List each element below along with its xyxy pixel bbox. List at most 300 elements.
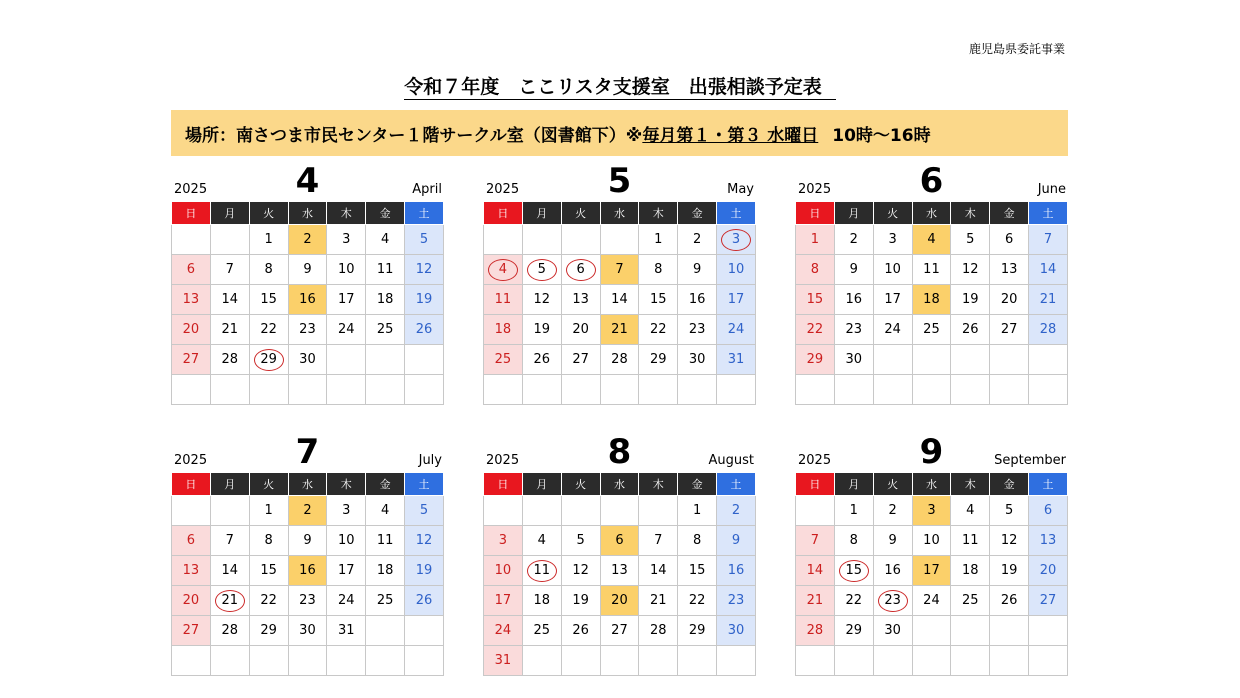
calendar-week-row — [484, 255, 756, 285]
calendar-week-row — [796, 586, 1068, 616]
calendar-day: 14 — [796, 556, 835, 586]
calendar-day: 2 — [834, 225, 873, 255]
calendar-week-row — [172, 225, 444, 255]
calendar-day: 15 — [249, 285, 288, 315]
calendar-day: 16 — [873, 556, 912, 586]
calendar-day: 7 — [210, 526, 249, 556]
calendar-day: 6 — [990, 225, 1029, 255]
calendar-day: 16 — [834, 285, 873, 315]
calendar-day: 9 — [288, 526, 327, 556]
calendar-week-row — [796, 375, 1068, 405]
calendar-day: 27 — [561, 345, 600, 375]
holiday-circle: 23 — [878, 590, 908, 612]
weekday-header: 木 — [951, 202, 990, 225]
calendar-day: 29 — [678, 616, 717, 646]
calendar-day: 28 — [210, 616, 249, 646]
calendar-day — [249, 345, 288, 375]
calendar-empty-cell — [834, 646, 873, 676]
calendar-day: 21 — [796, 586, 835, 616]
calendar-empty-cell — [1029, 616, 1068, 646]
calendar-day: 3 — [327, 225, 366, 255]
calendar-empty-cell — [172, 646, 211, 676]
weekday-header: 金 — [990, 473, 1029, 496]
calendar-day: 12 — [405, 255, 444, 285]
calendar-day: 13 — [561, 285, 600, 315]
calendar-empty-cell — [522, 646, 561, 676]
calendar-day: 19 — [561, 586, 600, 616]
calendar-day: 12 — [561, 556, 600, 586]
calendar-day: 13 — [990, 255, 1029, 285]
calendar-year: 2025 — [174, 453, 208, 468]
calendar-day: 25 — [366, 586, 405, 616]
calendar-day: 14 — [1029, 255, 1068, 285]
calendar-empty-cell — [717, 646, 756, 676]
calendar-month-8 — [483, 432, 756, 676]
weekday-header: 日 — [172, 473, 211, 496]
calendar-day: 4 — [522, 526, 561, 556]
weekday-header: 土 — [717, 202, 756, 225]
calendar-empty-cell — [405, 345, 444, 375]
weekday-header: 土 — [717, 473, 756, 496]
calendar-day: 9 — [288, 255, 327, 285]
calendar-day: 4 — [366, 496, 405, 526]
calendar-day: 18 — [366, 556, 405, 586]
calendar-empty-cell — [600, 375, 639, 405]
weekday-header: 水 — [600, 473, 639, 496]
calendar-empty-cell — [210, 375, 249, 405]
calendar-week-row — [172, 526, 444, 556]
calendar-day: 14 — [600, 285, 639, 315]
calendar-day: 7 — [639, 526, 678, 556]
weekday-header: 金 — [678, 473, 717, 496]
calendar-day: 12 — [951, 255, 990, 285]
page-title — [0, 72, 1240, 99]
calendar-day: 12 — [990, 526, 1029, 556]
calendar-week-row — [796, 526, 1068, 556]
calendar-week-row — [484, 616, 756, 646]
calendar-day: 25 — [522, 616, 561, 646]
calendar-day: 3 — [912, 496, 951, 526]
calendar-day: 5 — [951, 225, 990, 255]
calendar-day: 22 — [796, 315, 835, 345]
calendar-day: 21 — [600, 315, 639, 345]
calendar-empty-cell — [796, 375, 835, 405]
calendar-day: 15 — [678, 556, 717, 586]
calendar-empty-cell — [678, 646, 717, 676]
holiday-circle: 4 — [488, 259, 518, 281]
calendar-empty-cell — [990, 646, 1029, 676]
calendar-day: 18 — [912, 285, 951, 315]
weekday-header: 土 — [1029, 202, 1068, 225]
calendar-day: 23 — [834, 315, 873, 345]
calendar-day: 10 — [912, 526, 951, 556]
weekday-header: 月 — [834, 202, 873, 225]
weekday-header: 水 — [912, 473, 951, 496]
calendar-day: 25 — [912, 315, 951, 345]
calendar-day: 31 — [327, 616, 366, 646]
calendar-day: 6 — [172, 255, 211, 285]
calendar-empty-cell — [405, 375, 444, 405]
calendar-empty-cell — [172, 375, 211, 405]
calendar-day: 8 — [678, 526, 717, 556]
calendar-month-4 — [171, 161, 444, 405]
weekday-header: 水 — [288, 202, 327, 225]
calendar-day: 30 — [834, 345, 873, 375]
calendar-day: 5 — [561, 526, 600, 556]
calendar-day: 28 — [639, 616, 678, 646]
holiday-circle: 6 — [566, 259, 596, 281]
calendar-empty-cell — [249, 375, 288, 405]
calendar-empty-cell — [796, 496, 835, 526]
calendar-day: 15 — [796, 285, 835, 315]
holiday-circle: 5 — [527, 259, 557, 281]
calendar-day: 22 — [834, 586, 873, 616]
calendar-month-9 — [795, 432, 1068, 676]
calendar-day: 9 — [717, 526, 756, 556]
calendar-empty-cell — [912, 616, 951, 646]
holiday-circle: 29 — [254, 349, 284, 371]
calendar-empty-cell — [561, 225, 600, 255]
calendar-day: 2 — [288, 225, 327, 255]
weekday-header: 日 — [484, 202, 523, 225]
calendar-day: 16 — [288, 556, 327, 586]
calendar-day: 11 — [366, 526, 405, 556]
calendar-month-number: 9 — [919, 432, 944, 472]
weekday-header: 金 — [366, 202, 405, 225]
calendar-day: 1 — [639, 225, 678, 255]
calendar-empty-cell — [600, 646, 639, 676]
weekday-header: 火 — [561, 202, 600, 225]
calendar-week-row — [172, 255, 444, 285]
calendar-empty-cell — [717, 375, 756, 405]
calendar-empty-cell — [366, 646, 405, 676]
calendar-week-row — [484, 526, 756, 556]
calendar-week-row — [484, 646, 756, 676]
calendar-day: 6 — [1029, 496, 1068, 526]
calendar-day: 18 — [522, 586, 561, 616]
calendar-day: 26 — [951, 315, 990, 345]
calendar-day: 11 — [366, 255, 405, 285]
weekday-header: 火 — [561, 473, 600, 496]
calendar-day: 17 — [327, 556, 366, 586]
calendar-empty-cell — [990, 616, 1029, 646]
calendar-empty-cell — [796, 646, 835, 676]
calendar-year: 2025 — [486, 182, 520, 197]
calendar-day: 31 — [717, 345, 756, 375]
calendar-day: 24 — [717, 315, 756, 345]
calendar-week-row — [796, 556, 1068, 586]
calendar-empty-cell — [873, 375, 912, 405]
calendar-day: 31 — [484, 646, 523, 676]
calendar-day: 20 — [1029, 556, 1068, 586]
calendar-empty-cell — [327, 646, 366, 676]
calendar-empty-cell — [522, 496, 561, 526]
calendar-day: 2 — [717, 496, 756, 526]
calendar-week-row — [796, 255, 1068, 285]
calendar-week-row — [484, 556, 756, 586]
calendar-empty-cell — [990, 345, 1029, 375]
weekday-header: 日 — [796, 473, 835, 496]
calendar-day: 29 — [796, 345, 835, 375]
weekday-header: 木 — [327, 473, 366, 496]
calendar-day: 4 — [912, 225, 951, 255]
calendar-day: 14 — [210, 556, 249, 586]
calendar-day: 28 — [600, 345, 639, 375]
calendar-day: 9 — [834, 255, 873, 285]
calendar-week-row — [172, 315, 444, 345]
calendar-year: 2025 — [174, 182, 208, 197]
calendar-day: 21 — [1029, 285, 1068, 315]
calendar-day: 10 — [873, 255, 912, 285]
calendar-day: 7 — [796, 526, 835, 556]
calendar-day: 1 — [796, 225, 835, 255]
calendar-empty-cell — [561, 496, 600, 526]
calendar-month-6 — [795, 161, 1068, 405]
calendar-week-row — [172, 586, 444, 616]
calendar-day: 10 — [327, 526, 366, 556]
calendar-month-number: 5 — [607, 161, 632, 201]
calendar-empty-cell — [1029, 345, 1068, 375]
calendar-empty-cell — [678, 375, 717, 405]
schedule-text: 毎月第１・第３ 水曜日 — [642, 125, 819, 146]
calendar-day: 16 — [678, 285, 717, 315]
calendar-day: 4 — [366, 225, 405, 255]
calendar-month-english: September — [994, 453, 1066, 468]
calendar-grid — [795, 472, 1068, 676]
calendar-day: 3 — [873, 225, 912, 255]
calendar-day: 22 — [678, 586, 717, 616]
calendar-day — [522, 255, 561, 285]
weekday-header: 土 — [405, 202, 444, 225]
weekday-header: 火 — [249, 202, 288, 225]
calendar-day — [873, 586, 912, 616]
calendar-day: 29 — [249, 616, 288, 646]
calendar-day: 13 — [172, 285, 211, 315]
calendar-month-number: 8 — [607, 432, 632, 472]
calendar-day — [210, 586, 249, 616]
calendar-day: 30 — [288, 345, 327, 375]
calendar-grid — [483, 472, 756, 676]
calendar-day: 7 — [1029, 225, 1068, 255]
calendar-year: 2025 — [798, 453, 832, 468]
calendar-empty-cell — [288, 375, 327, 405]
calendar-empty-cell — [834, 375, 873, 405]
calendar-day: 22 — [249, 315, 288, 345]
calendar-header — [171, 161, 444, 201]
calendar-day — [561, 255, 600, 285]
calendar-week-row — [172, 345, 444, 375]
calendar-empty-cell — [600, 496, 639, 526]
calendar-empty-cell — [327, 375, 366, 405]
calendar-day: 25 — [951, 586, 990, 616]
calendar-empty-cell — [951, 375, 990, 405]
calendar-month-7 — [171, 432, 444, 676]
calendar-day: 9 — [678, 255, 717, 285]
calendar-day: 19 — [405, 556, 444, 586]
calendar-day: 20 — [600, 586, 639, 616]
calendar-day: 2 — [288, 496, 327, 526]
calendar-empty-cell — [873, 345, 912, 375]
calendar-day: 27 — [600, 616, 639, 646]
holiday-circle: 3 — [721, 229, 751, 251]
calendar-day: 1 — [834, 496, 873, 526]
weekday-header: 月 — [210, 202, 249, 225]
calendar-week-row — [484, 285, 756, 315]
calendar-day: 14 — [210, 285, 249, 315]
calendar-week-row — [484, 225, 756, 255]
calendar-day: 9 — [873, 526, 912, 556]
calendar-day: 24 — [484, 616, 523, 646]
calendar-day: 25 — [366, 315, 405, 345]
calendar-day: 18 — [484, 315, 523, 345]
weekday-header: 水 — [912, 202, 951, 225]
calendar-month-english: August — [708, 453, 754, 468]
calendar-week-row — [172, 375, 444, 405]
calendar-day: 26 — [405, 315, 444, 345]
weekday-header: 木 — [951, 473, 990, 496]
calendar-day: 22 — [639, 315, 678, 345]
calendar-empty-cell — [561, 646, 600, 676]
calendar-day: 18 — [366, 285, 405, 315]
calendar-day — [522, 556, 561, 586]
calendar-day: 11 — [484, 285, 523, 315]
calendar-empty-cell — [951, 646, 990, 676]
calendar-day: 23 — [288, 586, 327, 616]
calendar-day: 27 — [172, 345, 211, 375]
weekday-header: 月 — [522, 473, 561, 496]
weekday-header: 金 — [990, 202, 1029, 225]
calendar-week-row — [796, 616, 1068, 646]
calendar-month-5 — [483, 161, 756, 405]
calendar-day: 23 — [717, 586, 756, 616]
calendar-day: 28 — [210, 345, 249, 375]
calendar-grid — [171, 201, 444, 405]
weekday-header: 木 — [639, 202, 678, 225]
calendar-empty-cell — [561, 375, 600, 405]
calendar-week-row — [796, 345, 1068, 375]
calendar-day: 2 — [873, 496, 912, 526]
calendar-header — [483, 432, 756, 472]
calendar-day: 6 — [600, 526, 639, 556]
calendar-month-number: 6 — [919, 161, 944, 201]
calendar-day: 22 — [249, 586, 288, 616]
calendar-empty-cell — [405, 616, 444, 646]
calendar-day: 28 — [1029, 315, 1068, 345]
calendar-day: 13 — [1029, 526, 1068, 556]
calendar-empty-cell — [366, 616, 405, 646]
calendar-day: 11 — [951, 526, 990, 556]
calendar-empty-cell — [172, 496, 211, 526]
calendar-empty-cell — [484, 375, 523, 405]
weekday-header: 日 — [484, 473, 523, 496]
calendar-empty-cell — [366, 375, 405, 405]
calendar-empty-cell — [172, 225, 211, 255]
calendar-empty-cell — [484, 496, 523, 526]
calendar-month-english: June — [1037, 182, 1066, 197]
calendar-day — [834, 556, 873, 586]
location-text: 場所：南さつま市民センター１階サークル室（図書館下）※ — [185, 125, 643, 146]
calendar-week-row — [796, 315, 1068, 345]
calendar-empty-cell — [210, 646, 249, 676]
calendar-day: 2 — [678, 225, 717, 255]
calendar-day: 6 — [172, 526, 211, 556]
calendar-week-row — [484, 586, 756, 616]
calendar-day: 8 — [834, 526, 873, 556]
calendar-day: 11 — [912, 255, 951, 285]
calendar-day: 8 — [249, 526, 288, 556]
calendar-day: 5 — [405, 225, 444, 255]
calendar-empty-cell — [327, 345, 366, 375]
calendar-week-row — [172, 496, 444, 526]
calendar-day: 26 — [990, 586, 1029, 616]
calendar-week-row — [484, 375, 756, 405]
weekday-header: 金 — [678, 202, 717, 225]
calendar-week-row — [796, 496, 1068, 526]
calendar-day: 24 — [912, 586, 951, 616]
calendar-day: 19 — [522, 315, 561, 345]
calendar-day: 30 — [678, 345, 717, 375]
calendar-day: 29 — [834, 616, 873, 646]
calendar-day: 30 — [873, 616, 912, 646]
weekday-header: 木 — [639, 473, 678, 496]
weekday-header: 月 — [522, 202, 561, 225]
weekday-header: 土 — [405, 473, 444, 496]
calendar-day: 10 — [717, 255, 756, 285]
calendar-day: 10 — [484, 556, 523, 586]
time-text: 10時～16時 — [832, 125, 931, 146]
calendar-header — [795, 161, 1068, 201]
calendar-day: 13 — [600, 556, 639, 586]
calendar-month-english: April — [412, 182, 442, 197]
calendar-day: 20 — [561, 315, 600, 345]
weekday-header: 木 — [327, 202, 366, 225]
calendar-day: 8 — [639, 255, 678, 285]
calendar-year: 2025 — [486, 453, 520, 468]
calendar-empty-cell — [1029, 375, 1068, 405]
calendar-day: 10 — [327, 255, 366, 285]
calendar-day: 19 — [951, 285, 990, 315]
calendar-empty-cell — [210, 496, 249, 526]
calendar-day: 4 — [951, 496, 990, 526]
calendar-empty-cell — [405, 646, 444, 676]
calendar-year: 2025 — [798, 182, 832, 197]
calendar-day: 23 — [678, 315, 717, 345]
calendar-day — [717, 225, 756, 255]
weekday-header: 月 — [834, 473, 873, 496]
weekday-header: 月 — [210, 473, 249, 496]
calendar-week-row — [172, 616, 444, 646]
calendar-week-row — [796, 225, 1068, 255]
calendar-day: 25 — [484, 345, 523, 375]
holiday-circle: 11 — [527, 560, 557, 582]
calendar-day: 30 — [288, 616, 327, 646]
weekday-header: 日 — [172, 202, 211, 225]
calendar-header — [171, 432, 444, 472]
weekday-header: 火 — [249, 473, 288, 496]
calendar-empty-cell — [522, 375, 561, 405]
calendar-day: 17 — [327, 285, 366, 315]
calendar-day: 27 — [990, 315, 1029, 345]
calendar-day: 27 — [172, 616, 211, 646]
calendar-day: 21 — [639, 586, 678, 616]
calendar-empty-cell — [912, 646, 951, 676]
calendar-day: 20 — [172, 315, 211, 345]
calendar-empty-cell — [288, 646, 327, 676]
calendar-day: 26 — [405, 586, 444, 616]
calendar-grid — [483, 201, 756, 405]
calendar-day: 24 — [327, 315, 366, 345]
calendar-day: 17 — [873, 285, 912, 315]
